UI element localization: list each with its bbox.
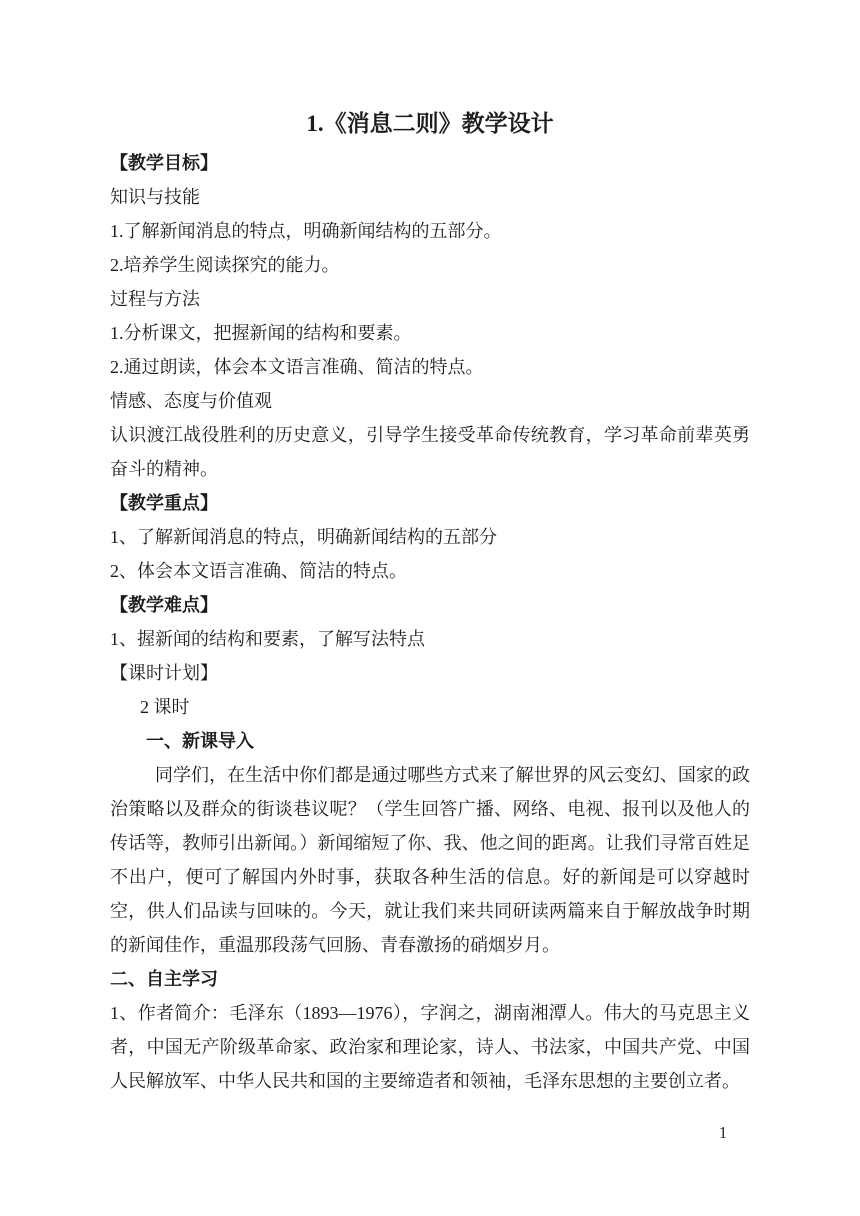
paragraph-values-goal: 认识渡江战役胜利的历史意义，引导学生接受革命传统教育，学习革命前辈英勇奋斗的精神。 xyxy=(110,425,750,479)
line-objective-1: 1.了解新闻消息的特点，明确新闻结构的五部分。 xyxy=(110,221,502,241)
line-emotion-attitude-values: 情感、态度与价值观 xyxy=(110,391,272,411)
line-key-point-1: 1、了解新闻消息的特点，明确新闻结构的五部分 xyxy=(110,527,497,547)
document-title: 1.《消息二则》教学设计 xyxy=(306,111,554,136)
line-key-point-2: 2、体会本文语言准确、简洁的特点。 xyxy=(110,561,407,581)
heading-section-1-lesson-intro: 一、新课导入 xyxy=(146,731,254,751)
heading-lesson-plan: 【课时计划】 xyxy=(110,663,218,683)
line-difficulty-1: 1、握新闻的结构和要素，了解写法特点 xyxy=(110,629,425,649)
page-number: 1 xyxy=(718,1123,728,1142)
paragraph-author-bio: 1、作者简介：毛泽东（1893—1976），字润之，湖南湘潭人。伟大的马克思主义者，中国无产阶级革命家、政治家和理论家，诗人、书法家，中国共产党、中国人民解放军、中华人民共和国的主要缔造者和领袖，毛泽东思想的主要创立者。 xyxy=(110,1003,750,1091)
line-knowledge-and-skills: 知识与技能 xyxy=(110,187,200,207)
heading-teaching-difficulties: 【教学难点】 xyxy=(110,595,218,615)
heading-teaching-key-points: 【教学重点】 xyxy=(110,493,218,513)
document-body xyxy=(110,146,750,1098)
heading-section-2-self-study: 二、自主学习 xyxy=(110,969,218,989)
line-process-and-method: 过程与方法 xyxy=(110,289,200,309)
line-objective-2: 2.培养学生阅读探究的能力。 xyxy=(110,255,340,275)
line-method-1: 1.分析课文，把握新闻的结构和要素。 xyxy=(110,323,412,343)
paragraph-lesson-intro: 同学们，在生活中你们都是通过哪些方式来了解世界的风云变幻、国家的政治策略以及群众的街谈巷议呢？（学生回答广播、网络、电视、报刊以及他人的传话等，教师引出新闻。）新闻缩短了你、我、他之间的距离。让我们寻常百姓足不出户，便可了解国内外时事，获取各种生活的信息。好的新闻是可以穿越时空，供人们品读与回味的。今天，就让我们来共同研读两篇来自于解放战争时期的新闻佳作，重温那段荡气回肠、青春激扬的硝烟岁月。 xyxy=(110,765,750,955)
line-lesson-hours: 2 课时 xyxy=(140,697,190,717)
heading-teaching-objectives: 【教学目标】 xyxy=(110,153,218,173)
line-method-2: 2.通过朗读，体会本文语言准确、简洁的特点。 xyxy=(110,357,484,377)
